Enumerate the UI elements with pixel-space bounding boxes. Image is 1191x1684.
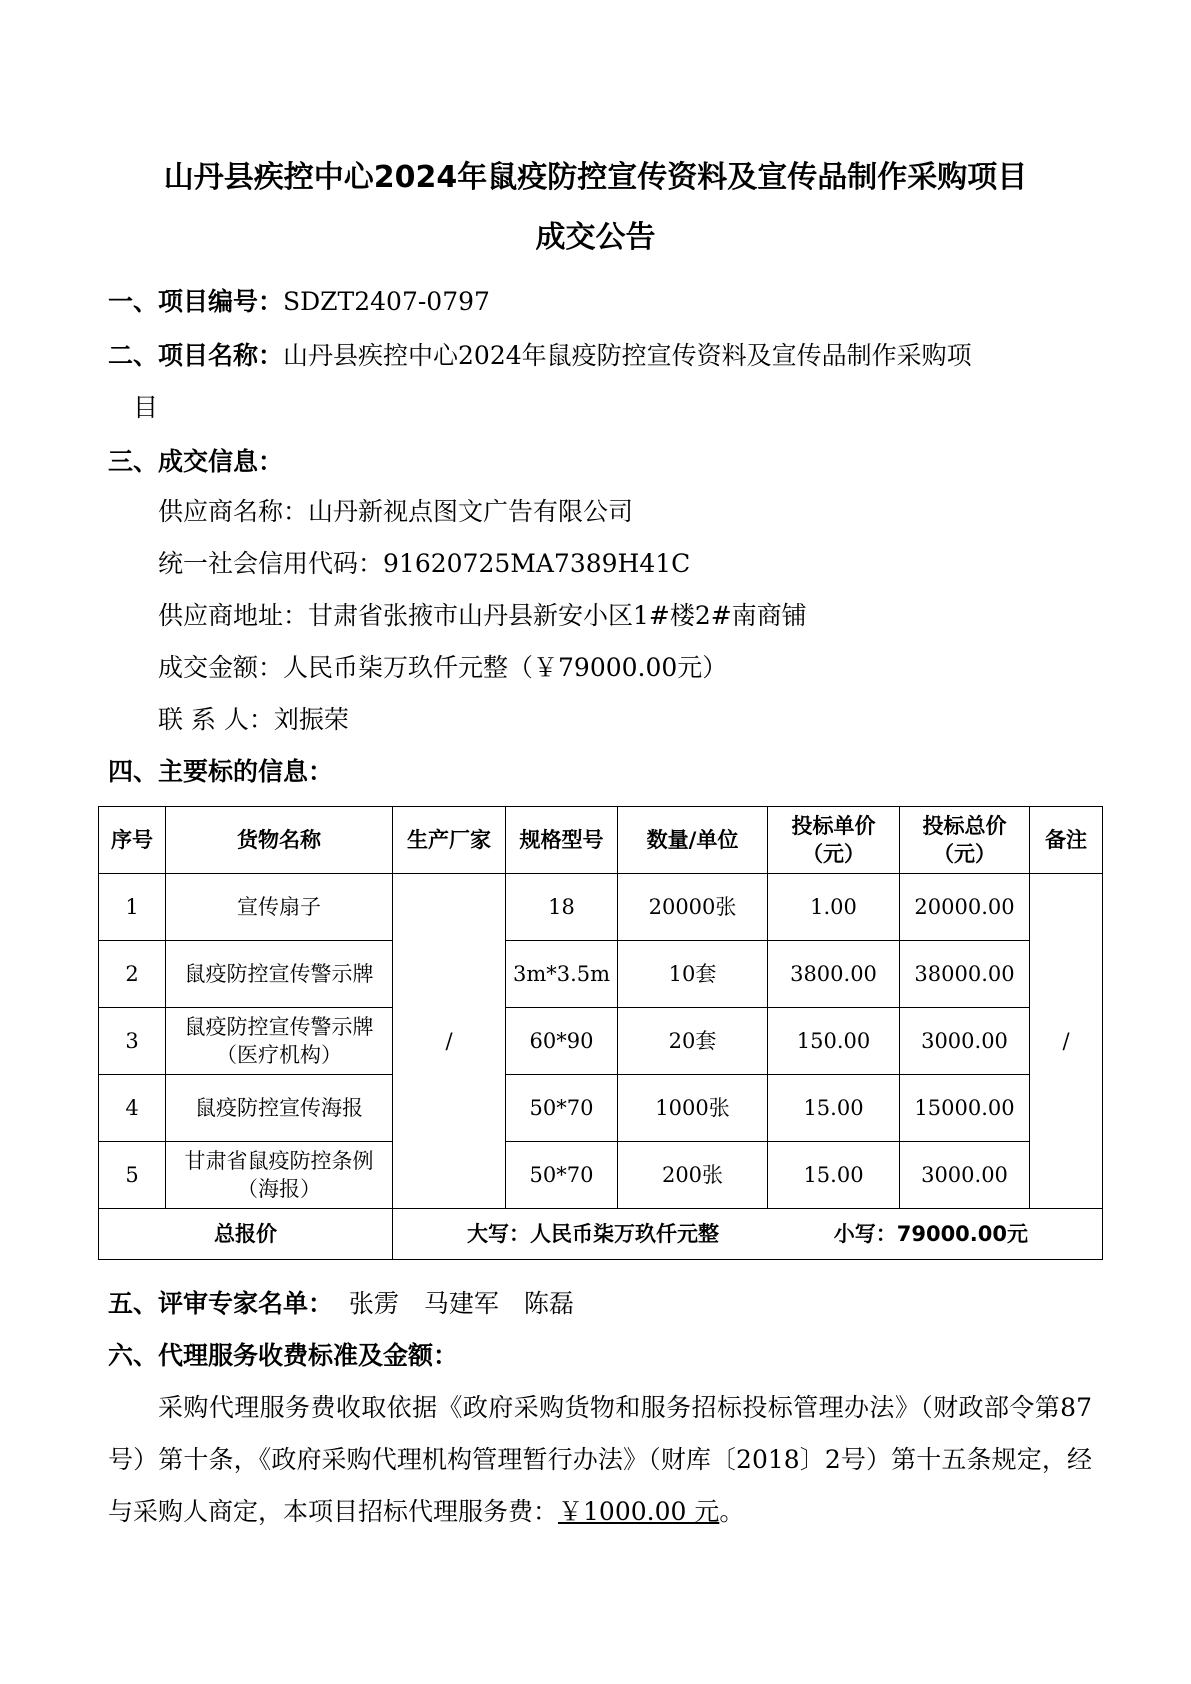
goods-name: 鼠疫防控宣传警示牌 [184, 962, 374, 986]
goods-name: 甘肃省鼠疫防控条例 [184, 1149, 374, 1173]
header-total-price-label: 投标总价 [922, 814, 1007, 838]
section-heading: 三、成交信息： [108, 447, 284, 476]
credit-code-label: 统一社会信用代码： [158, 549, 384, 578]
goods-name-note: （海报） [237, 1177, 321, 1201]
header-total-price-unit: （元） [933, 842, 996, 866]
cell-quantity: 10套 [618, 941, 768, 1008]
cell-spec: 50*70 [506, 1075, 618, 1142]
cell-goods-name [166, 1008, 393, 1075]
cell-unit-price: 150.00 [768, 1008, 900, 1075]
table-row [99, 1075, 1103, 1142]
bid-items-table [98, 806, 1103, 1260]
deal-amount-label: 成交金额： [158, 653, 284, 682]
section-main-items [108, 752, 1091, 792]
header-spec: 规格型号 [506, 807, 618, 874]
project-number: SDZT2407-0797 [283, 287, 490, 316]
cell-spec: 60*90 [506, 1008, 618, 1075]
section-project-name [108, 336, 1091, 376]
agency-fee-amount: ￥1000.00 元 [558, 1497, 720, 1526]
goods-name: 宣传扇子 [237, 895, 321, 919]
supplier-name: 山丹新视点图文广告有限公司 [308, 497, 634, 526]
goods-name-note: （医疗机构） [216, 1043, 342, 1067]
total-lower-amount: 小写：79000.00元 [833, 1222, 1028, 1246]
total-amounts [393, 1209, 1103, 1260]
header-total-price [900, 807, 1030, 874]
cell-spec: 50*70 [506, 1142, 618, 1209]
contact-row [158, 700, 1091, 740]
section-heading: 二、项目名称： [108, 341, 284, 370]
header-unit-price-label: 投标单价 [791, 814, 876, 838]
table-row [99, 1142, 1103, 1209]
cell-no: 3 [99, 1008, 166, 1075]
table-total-row [99, 1209, 1103, 1260]
credit-code: 91620725MA7389H41C [383, 549, 691, 578]
cell-unit-price: 1.00 [768, 874, 900, 941]
table-row [99, 1008, 1103, 1075]
header-unit-price-unit: （元） [802, 842, 865, 866]
credit-code-row [158, 544, 1091, 584]
cell-spec: 18 [506, 874, 618, 941]
cell-spec: 3m*3.5m [506, 941, 618, 1008]
cell-quantity: 200张 [618, 1142, 768, 1209]
supplier-address: 甘肃省张掖市山丹县新安小区1#楼2#南商铺 [308, 601, 807, 630]
total-upper-amount: 大写：人民币柒万玖仟元整 [467, 1222, 719, 1246]
cell-goods-name [166, 941, 393, 1008]
cell-total-price: 38000.00 [900, 941, 1030, 1008]
section-deal-info [108, 442, 1091, 482]
section-agency-fee [108, 1336, 1091, 1376]
cell-no: 1 [99, 874, 166, 941]
agency-fee-end: 。 [719, 1497, 745, 1526]
section-heading: 一、项目编号： [108, 287, 284, 316]
agency-fee-paragraph [108, 1382, 1092, 1538]
supplier-name-row [158, 492, 1091, 532]
section-heading: 六、代理服务收费标准及金额： [108, 1341, 459, 1370]
deal-amount-row [158, 648, 1091, 688]
cell-unit-price: 15.00 [768, 1075, 900, 1142]
table-row [99, 874, 1103, 941]
section-review-experts [108, 1284, 1091, 1324]
cell-maker-merged: / [393, 874, 506, 1209]
header-unit-price [768, 807, 900, 874]
header-goods-name: 货物名称 [166, 807, 393, 874]
project-name-continued: 目 [133, 393, 159, 422]
header-no: 序号 [99, 807, 166, 874]
project-name: 山丹县疾控中心2024年鼠疫防控宣传资料及宣传品制作采购项 [283, 341, 972, 370]
cell-quantity: 1000张 [618, 1075, 768, 1142]
contact-person: 刘振荣 [273, 705, 349, 734]
document-subtitle: 成交公告 [535, 220, 656, 255]
cell-no: 5 [99, 1142, 166, 1209]
supplier-address-label: 供应商地址： [158, 601, 309, 630]
cell-goods-name [166, 874, 393, 941]
header-quantity: 数量/单位 [618, 807, 768, 874]
cell-quantity: 20套 [618, 1008, 768, 1075]
cell-goods-name [166, 1075, 393, 1142]
cell-quantity: 20000张 [618, 874, 768, 941]
cell-goods-name [166, 1142, 393, 1209]
cell-total-price: 3000.00 [900, 1142, 1030, 1209]
supplier-address-row [158, 596, 1091, 636]
cell-total-price: 20000.00 [900, 874, 1030, 941]
contact-label: 联 系 人： [158, 705, 274, 734]
cell-no: 4 [99, 1075, 166, 1142]
cell-total-price: 15000.00 [900, 1075, 1030, 1142]
goods-name: 鼠疫防控宣传海报 [195, 1096, 363, 1120]
document-title: 山丹县疾控中心2024年鼠疫防控宣传资料及宣传品制作采购项目 [163, 160, 1028, 195]
table-header-row [99, 807, 1103, 874]
cell-unit-price: 15.00 [768, 1142, 900, 1209]
deal-amount: 人民币柒万玖仟元整（￥79000.00元） [283, 653, 728, 682]
section-heading: 五、评审专家名单： [108, 1289, 334, 1318]
cell-total-price: 3000.00 [900, 1008, 1030, 1075]
section-project-number [108, 282, 1091, 322]
header-remark: 备注 [1030, 807, 1103, 874]
cell-remark-merged: / [1030, 874, 1103, 1209]
section-heading: 四、主要标的信息： [108, 757, 334, 786]
expert-list: 张雳 马建军 陈磊 [348, 1289, 574, 1318]
cell-no: 2 [99, 941, 166, 1008]
agency-fee-text: 采购代理服务费收取依据《政府采购货物和服务招标投标管理办法》（财政部令第87号）第十条，《政府采购代理机构管理暂行办法》（财库〔2018〕2号）第十五条规定，经与采购人商定，本项目招标代理服务费： [108, 1393, 1092, 1526]
header-maker: 生产厂家 [393, 807, 506, 874]
goods-name: 鼠疫防控宣传警示牌 [184, 1015, 374, 1039]
cell-unit-price: 3800.00 [768, 941, 900, 1008]
total-label: 总报价 [99, 1209, 393, 1260]
table-row [99, 941, 1103, 1008]
supplier-name-label: 供应商名称： [158, 497, 309, 526]
